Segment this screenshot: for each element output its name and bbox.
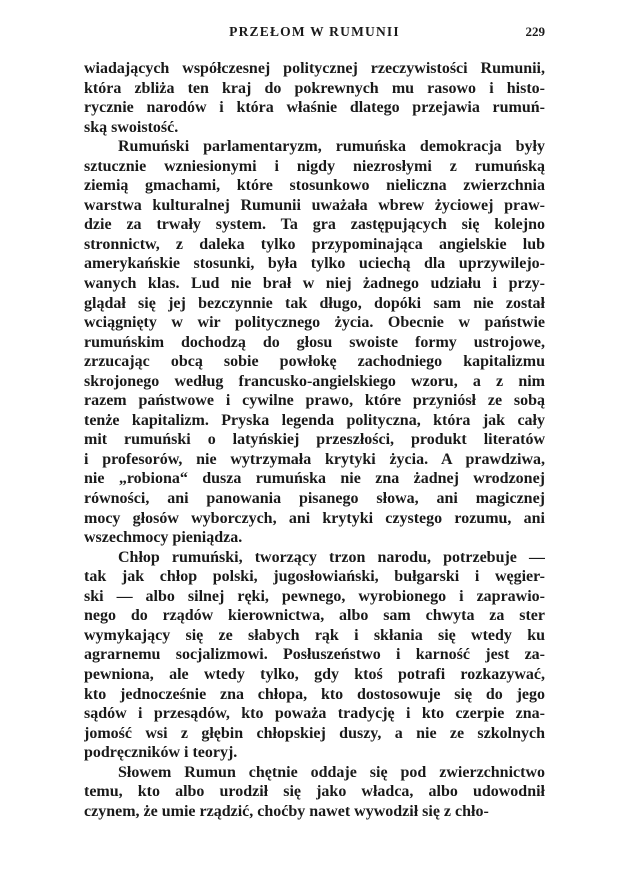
text-line: rumuńskim dochodzą do głosu swoiste formy ustrojowe,	[84, 333, 545, 351]
text-line: tak jak chłop polski, jugosłowiański, bułgarski i węgier-	[84, 568, 545, 586]
text-line: warstwa kulturalnej Rumunii uważała wbrew życiowej praw-	[84, 196, 545, 214]
text-line: sądów i przesądów, kto poważa tradycję i kto czerpie zna-	[84, 705, 545, 723]
text-line: Rumuński parlamentaryzm, rumuńska demokracja były	[118, 138, 545, 156]
text-line: i profesorów, nie wytrzymała krytyki życia. A prawdziwa,	[84, 450, 545, 468]
text-line: która zbliża ten kraj do pokrewnych mu rasowo i histo-	[84, 79, 545, 97]
text-line: nie „robiona“ dusza rumuńska nie zna żadnej wrodzonej	[84, 470, 545, 488]
text-line: tenże kapitalizm. Pryska legenda polityczna, która jak cały	[84, 411, 545, 429]
text-line: amerykańskie stosunki, była tylko uciechą dla uprzywilejo-	[84, 255, 545, 273]
paragraph	[84, 548, 545, 763]
paragraph	[84, 137, 545, 547]
text-line: ziemią gmachami, które stosunkowo nieliczna zwierzchnia	[84, 177, 545, 195]
text-line: mocy głosów wyborczych, ani krytyki czystego rozumu, ani	[84, 509, 545, 527]
text-line: rycznie narodów i która właśnie dlatego przejawia rumuń-	[84, 99, 545, 117]
text-line: czynem, że umie rządzić, choćby nawet wywodził się z chło-	[84, 802, 489, 820]
text-line: wciągnięty w wir politycznego życia. Obecnie w państwie	[84, 314, 545, 332]
text-line: jomość wsi z głębin chłopskiej duszy, a nie ze szkolnych	[84, 724, 545, 742]
text-line: kto jednocześnie zna chłopa, kto dostosowuje się do jego	[84, 685, 545, 703]
text-line: Chłop rumuński, tworzący trzon narodu, potrzebuje —	[118, 548, 545, 566]
text-line: glądał się jej bezczynnie tak długo, dopóki sam nie został	[84, 294, 545, 312]
text-line: Słowem Rumun chętnie oddaje się pod zwierzchnictwo	[118, 763, 545, 781]
text-line: podręczników i teoryj.	[84, 744, 238, 762]
text-line: pewniona, ale wtedy tylko, gdy ktoś potrafi rozkazywać,	[84, 665, 545, 683]
paragraph	[84, 763, 545, 822]
text-line: dzie za trwały system. Ta gra zastępujących się kolejno	[84, 216, 545, 234]
text-line: razem państwowe i cywilne prawo, które przyniósł ze sobą	[84, 392, 545, 410]
text-line: sztucznie wzniesionymi i nigdy niezrosłymi z rumuńską	[84, 157, 545, 175]
text-line: nego do rządów kierownictwa, albo sam chwyta za ster	[84, 607, 545, 625]
text-line: ski — albo silnej ręki, pewnego, wyrobionego i zaprawio-	[84, 587, 545, 605]
page-number: 229	[525, 24, 545, 39]
text-line: mit rumuński o latyńskiej przeszłości, produkt literatów	[84, 431, 545, 449]
running-header	[84, 22, 545, 42]
text-line: ską swoistość.	[84, 118, 179, 136]
running-title: PRZEŁOM W RUMUNII	[229, 24, 400, 39]
text-line: wymykający się ze słabych rąk i skłania się wtedy ku	[84, 626, 545, 644]
text-line: temu, kto albo urodził się jako władca, albo udowodnił	[84, 783, 545, 801]
body-text	[84, 59, 545, 821]
text-line: stronnictw, z daleka tylko przypominająca angielskie lub	[84, 235, 545, 253]
text-line: wanych klas. Lud nie brał w niej żadnego udziału i przy-	[84, 275, 545, 293]
text-line: równości, ani panowania pisanego słowa, ani magicznej	[84, 490, 545, 508]
text-line: zrzucając obcą sobie powłokę zachodniego kapitalizmu	[84, 353, 545, 371]
text-line: agrarnemu socjalizmowi. Posłuszeństwo i karność jest za-	[84, 646, 545, 664]
text-line: wszechmocy pieniądza.	[84, 529, 243, 547]
text-line: wiadających współczesnej politycznej rzeczywistości Rumunii,	[84, 60, 545, 77]
paragraph	[84, 59, 545, 137]
text-line: skrojonego według francusko-angielskiego wzoru, a z nim	[84, 372, 545, 390]
